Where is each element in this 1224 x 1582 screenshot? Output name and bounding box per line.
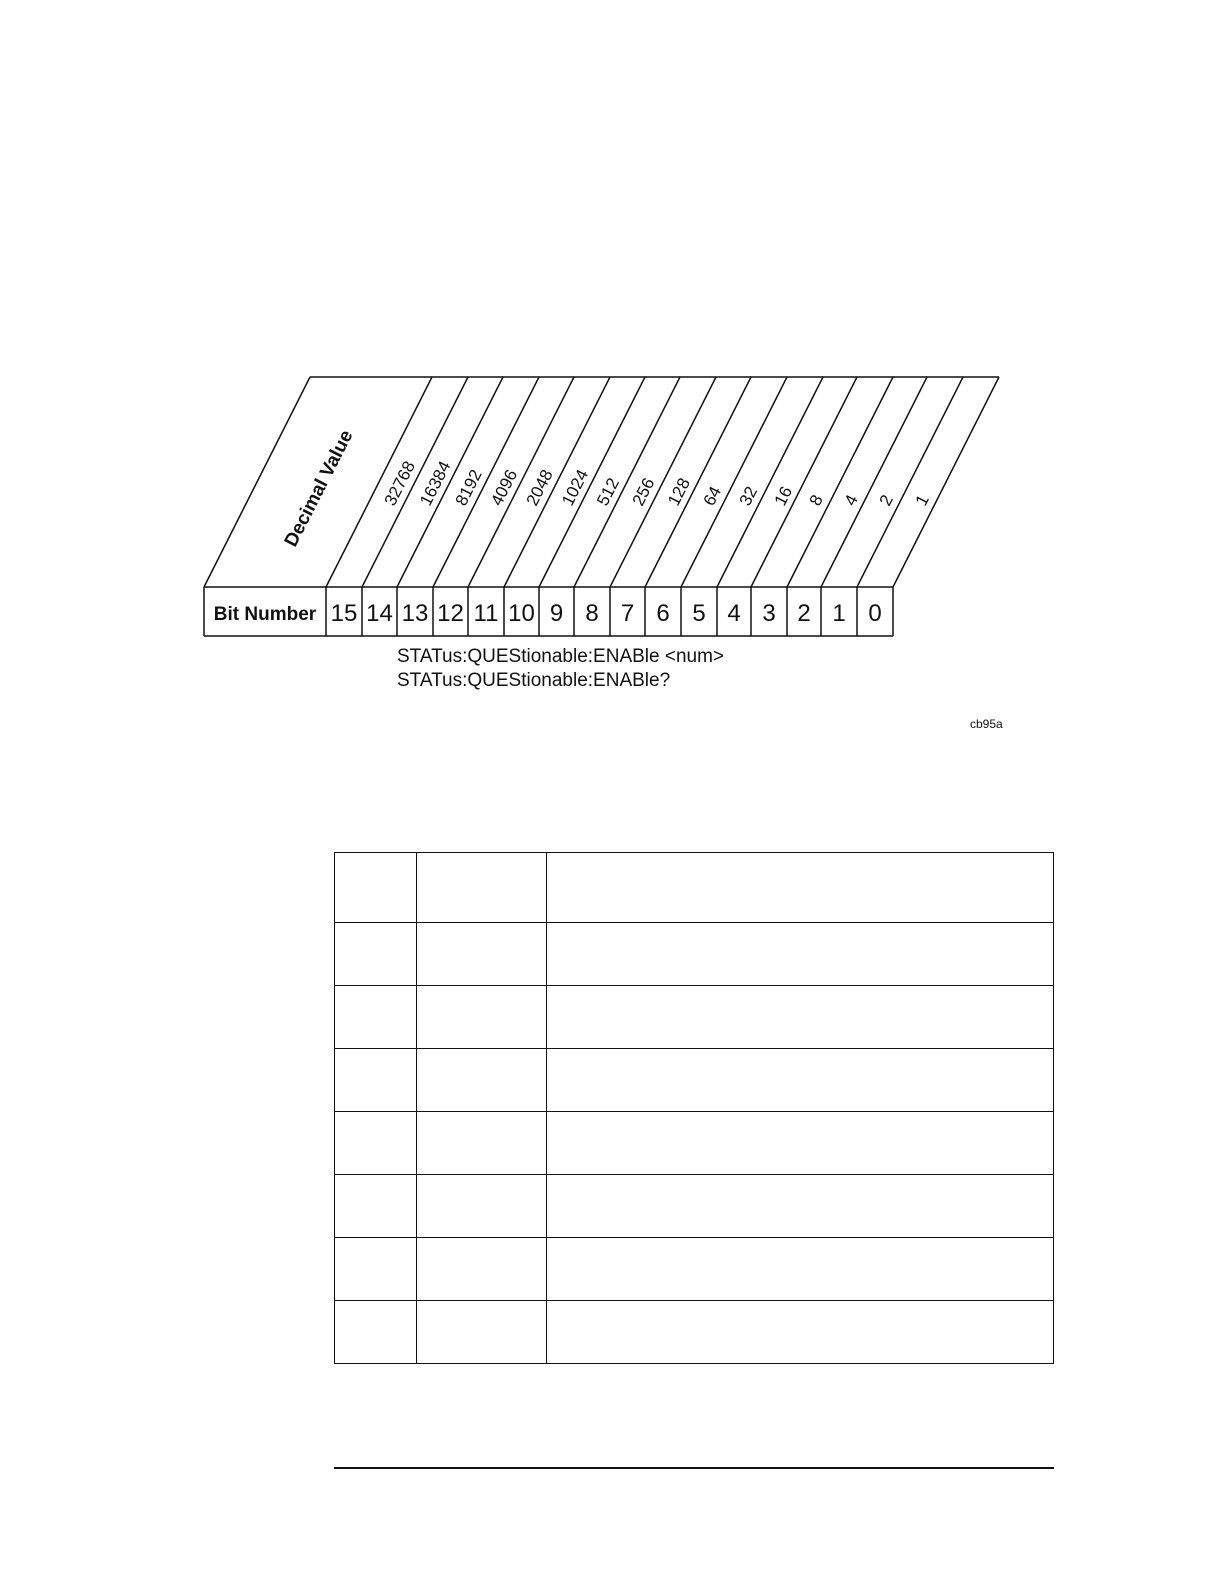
header-slant-outer <box>204 377 310 587</box>
bit-number-cell: 6 <box>656 600 670 627</box>
decimal-value-cell: 8192 <box>451 466 486 509</box>
header-slant-divider <box>681 377 787 587</box>
decimal-value-cell: 64 <box>699 483 726 509</box>
table-row <box>335 1112 1054 1175</box>
command-set: STATus:QUEStionable:ENABle <num> <box>397 646 725 667</box>
command-query: STATus:QUEStionable:ENABle? <box>397 670 671 691</box>
table-cell <box>547 1112 1054 1175</box>
bit-number-label: Bit Number <box>213 604 317 625</box>
decimal-value-cell: 2048 <box>522 466 557 509</box>
table-cell <box>335 1301 417 1364</box>
bit-number-cell: 15 <box>330 600 358 627</box>
table-cell <box>417 1112 547 1175</box>
bit-description-table <box>334 852 1054 1364</box>
bit-number-cell: 4 <box>727 600 741 627</box>
table-cell <box>335 853 417 923</box>
bit-number-cell: 11 <box>473 600 499 627</box>
header-slant-divider <box>326 377 432 587</box>
table-row <box>335 1175 1054 1238</box>
table-cell <box>547 853 1054 923</box>
decimal-value-cell: 2 <box>875 491 897 509</box>
bit-number-cell: 14 <box>366 600 393 627</box>
header-slant-divider <box>468 377 574 587</box>
table-cell <box>335 1112 417 1175</box>
decimal-value-cell: 8 <box>805 491 827 509</box>
header-slant-divider <box>717 377 823 587</box>
table-row <box>335 853 1054 923</box>
header-slant-divider <box>433 377 539 587</box>
table-row <box>335 1238 1054 1301</box>
bit-number-cell: 9 <box>549 600 564 627</box>
table-row <box>335 923 1054 986</box>
bit-number-cell: 7 <box>620 600 635 627</box>
decimal-value-cell: 16384 <box>416 458 455 509</box>
header-slant-divider <box>893 377 999 587</box>
table-cell <box>547 923 1054 986</box>
header-slant-divider <box>504 377 610 587</box>
decimal-value-cell: 4 <box>840 491 862 509</box>
header-slant-divider <box>787 377 893 587</box>
header-slant-divider <box>539 377 645 587</box>
table-cell <box>547 1049 1054 1112</box>
decimal-value-cell: 256 <box>628 474 659 509</box>
table-cell <box>335 1175 417 1238</box>
table-row <box>335 1301 1054 1364</box>
header-slant-divider <box>751 377 857 587</box>
bit-number-cell: 0 <box>868 600 882 627</box>
table-cell <box>335 923 417 986</box>
table-row <box>335 986 1054 1049</box>
table-cell <box>417 923 547 986</box>
bit-number-cell: 1 <box>832 600 846 627</box>
table-cell <box>335 986 417 1049</box>
header-slant-divider <box>857 377 963 587</box>
table-cell <box>335 1238 417 1301</box>
header-slant-divider <box>362 377 468 587</box>
decimal-value-cell: 1 <box>911 491 933 509</box>
decimal-value-label: Decimal Value <box>280 426 358 551</box>
bit-number-cell: 13 <box>401 600 429 627</box>
header-slant-divider <box>574 377 680 587</box>
table-cell <box>417 1175 547 1238</box>
header-slant-divider <box>821 377 927 587</box>
bit-number-cell: 2 <box>797 600 811 627</box>
decimal-value-cell: 16 <box>770 483 797 509</box>
decimal-value-cell: 1024 <box>558 466 593 509</box>
table-cell <box>417 986 547 1049</box>
table-cell <box>417 1049 547 1112</box>
bit-number-cell: 10 <box>508 600 535 627</box>
footer-rule <box>334 1467 1054 1469</box>
bit-number-cell: 8 <box>585 600 599 627</box>
decimal-value-cell: 512 <box>593 474 623 509</box>
header-slant-divider <box>610 377 716 587</box>
figure-id: cb95a <box>970 717 1003 731</box>
table-cell <box>417 1238 547 1301</box>
header-slant-divider <box>397 377 503 587</box>
table-cell <box>547 1238 1054 1301</box>
decimal-value-cell: 32768 <box>380 458 420 509</box>
table-row <box>335 1049 1054 1112</box>
header-slant-divider <box>645 377 751 587</box>
table-cell <box>335 1049 417 1112</box>
table-cell <box>417 853 547 923</box>
decimal-value-cell: 4096 <box>487 466 522 509</box>
bit-number-cell: 3 <box>762 600 776 627</box>
bit-number-cell: 12 <box>437 600 464 627</box>
table-cell <box>547 986 1054 1049</box>
table-cell <box>417 1301 547 1364</box>
decimal-value-cell: 128 <box>664 474 694 509</box>
bit-number-cell: 5 <box>692 600 706 627</box>
table-cell <box>547 1301 1054 1364</box>
decimal-value-cell: 32 <box>735 483 762 509</box>
table-cell <box>547 1175 1054 1238</box>
